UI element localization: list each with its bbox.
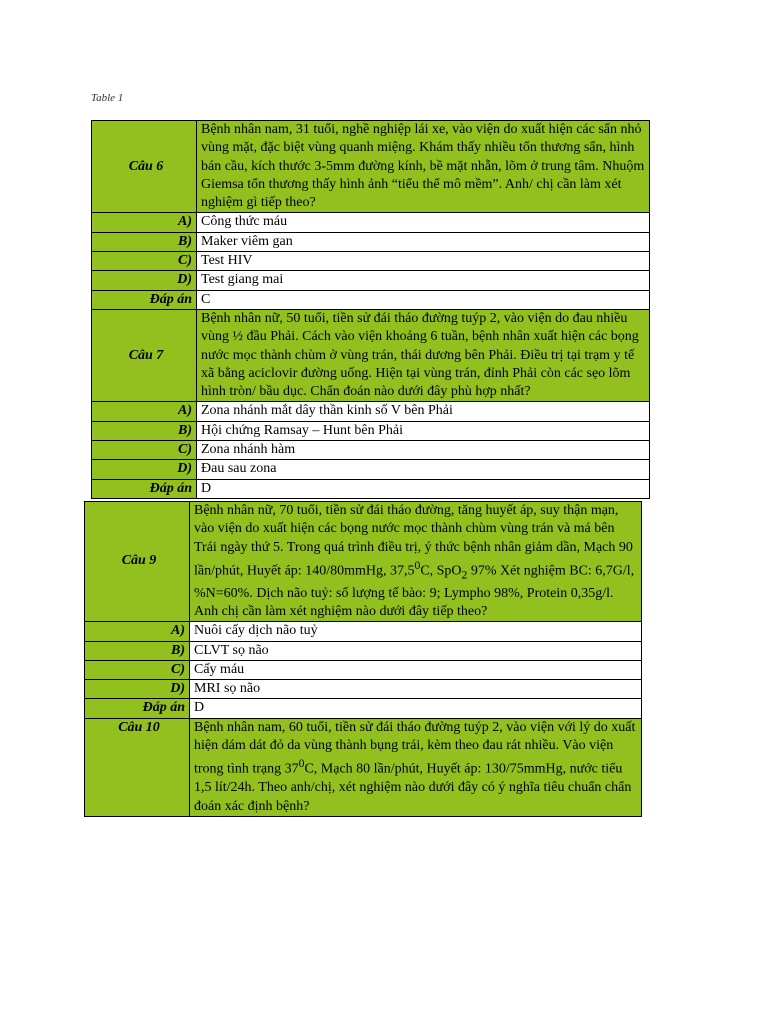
- question-label-9: Câu 9: [85, 502, 190, 622]
- option-text: Công thức máu: [197, 213, 650, 232]
- option-text: Zona nhánh mắt dây thần kinh số V bên Phải: [197, 402, 650, 421]
- option-text: Test giang mai: [197, 271, 650, 290]
- option-key: C): [85, 660, 190, 679]
- question-text-9: Bệnh nhân nữ, 70 tuổi, tiền sử đái tháo đường, tăng huyết áp, suy thận mạn, vào viện do xuất hiện các bọng nước mọc thành chùm vùng trán và má bên Trái ngày thứ 5. Trong quá trình điều trị, ý thức bệnh nhân giảm dần, Mạch 90 lần/phút, Huyết áp: 140/80mmHg, 37,5$^0$C, SpO$_2$ 97% Xét nghiệm BC: 6,7G/l, %N=60%. Dịch não tuỷ: số lượng tế bào: 9; Lympho 98%, Protein 0,35g/l. Anh chị cần làm xét nghiệm nào dưới đây tiếp theo?: [190, 502, 642, 622]
- option-text: Nuôi cấy dịch não tuỷ: [190, 622, 642, 641]
- answer-row: [92, 479, 650, 498]
- answer-label: Đáp án: [92, 479, 197, 498]
- question-row-10: [85, 718, 642, 816]
- question-text-7: Bệnh nhân nữ, 50 tuổi, tiền sử đái tháo đường tuýp 2, vào viện do đau nhiều vùng ½ đầu Phải. Cách vào viện khoảng 6 tuần, bệnh nhân xuất hiện các bọng nước mọc thành chùm ở vùng trán, thái dương bên Phải. Điều trị tại trạm y tế xã bằng aciclovir đường uống. Hiện tại vùng trán, đỉnh Phải còn các sẹo lõm hình tròn/ bầu dục. Chẩn đoán nào dưới đây phù hợp nhất?: [197, 309, 650, 401]
- option-row: [92, 402, 650, 421]
- option-row: [92, 213, 650, 232]
- option-row: [92, 421, 650, 440]
- answer-row: [92, 290, 650, 309]
- answer-label: Đáp án: [92, 290, 197, 309]
- question-label-6: Câu 6: [92, 121, 197, 213]
- option-row: [85, 641, 642, 660]
- option-row: [85, 680, 642, 699]
- answer-row: [85, 699, 642, 718]
- option-key: D): [92, 271, 197, 290]
- option-key: B): [92, 421, 197, 440]
- option-text: Đau sau zona: [197, 460, 650, 479]
- option-text: Test HIV: [197, 252, 650, 271]
- option-row: [92, 271, 650, 290]
- question-text-10: Bệnh nhân nam, 60 tuổi, tiền sử đái tháo đường tuýp 2, vào viện với lý do xuất hiện dám dát đỏ da vùng thành bụng trái, kèm theo đau rát nhiều. Vào viện trong tình trạng $37^0C$, Mạch 80 lần/phút, Huyết áp: 130/75mmHg, nước tiểu 1,5 lít/24h. Theo anh/chị, xét nghiệm nào dưới đây có ý nghĩa tiêu chuẩn chẩn đoán xác định bệnh?: [190, 718, 642, 816]
- option-key: A): [85, 622, 190, 641]
- option-row: [92, 232, 650, 251]
- question-text-6: Bệnh nhân nam, 31 tuổi, nghề nghiệp lái xe, vào viện do xuất hiện các sẩn nhỏ vùng mặt, đặc biệt vùng quanh miệng. Khám thấy nhiều tổn thương sẩn, hình bán cầu, kích thước 3-5mm đường kính, bề mặt nhẵn, lõm ở trung tâm. Nhuộm Giemsa tổn thương thấy hình ảnh “tiểu thể mô mềm”. Anh/ chị cần làm xét nghiệm gì tiếp theo?: [197, 121, 650, 213]
- answer-label: Đáp án: [85, 699, 190, 718]
- option-row: [85, 622, 642, 641]
- question-label-7: Câu 7: [92, 309, 197, 401]
- option-text: Cấy máu: [190, 660, 642, 679]
- option-row: [92, 252, 650, 271]
- question-table-1: [91, 120, 650, 499]
- option-text: Hội chứng Ramsay – Hunt bên Phải: [197, 421, 650, 440]
- option-text: CLVT sọ não: [190, 641, 642, 660]
- option-key: D): [85, 680, 190, 699]
- option-row: [92, 460, 650, 479]
- option-text: MRI sọ não: [190, 680, 642, 699]
- question-row-9: [85, 502, 642, 622]
- option-key: B): [92, 232, 197, 251]
- option-key: C): [92, 252, 197, 271]
- option-key: A): [92, 213, 197, 232]
- option-key: B): [85, 641, 190, 660]
- question-label-10: Câu 10: [85, 718, 190, 816]
- answer-value: D: [197, 479, 650, 498]
- option-text: Maker viêm gan: [197, 232, 650, 251]
- option-key: D): [92, 460, 197, 479]
- option-row: [85, 660, 642, 679]
- option-key: C): [92, 441, 197, 460]
- answer-value: C: [197, 290, 650, 309]
- table-caption: Table 1: [91, 92, 124, 104]
- option-row: [92, 441, 650, 460]
- answer-value: D: [190, 699, 642, 718]
- question-row-6: [92, 121, 650, 213]
- option-text: Zona nhánh hàm: [197, 441, 650, 460]
- option-key: A): [92, 402, 197, 421]
- question-row-7: [92, 309, 650, 401]
- question-table-2: [84, 501, 642, 817]
